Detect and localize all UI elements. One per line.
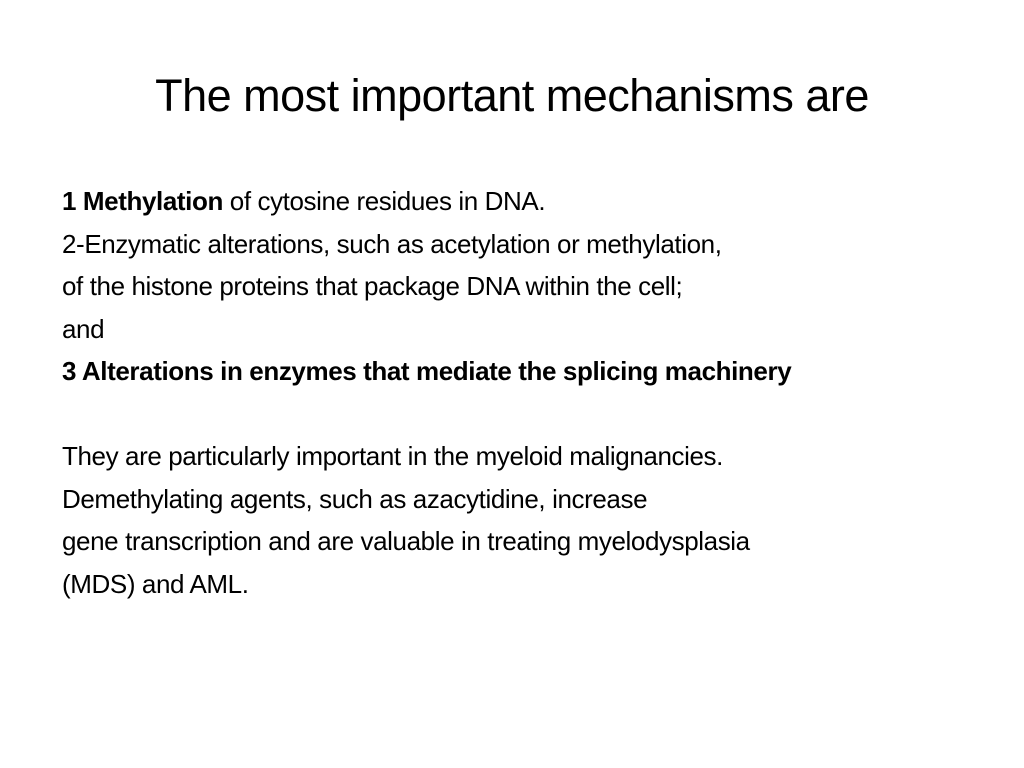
point-1-text: of cytosine residues in DNA. (222, 186, 546, 216)
and-connector: and (62, 313, 105, 344)
point-1-heading: 1 Methylation (62, 186, 223, 216)
paragraph-line-3: gene transcription and are valuable in treating myelodysplasia (62, 526, 750, 556)
point-1 (62, 180, 1002, 223)
slide-title: The most important mechanisms are (155, 70, 869, 121)
point-3: 3 Alterations in enzymes that mediate the splicing machinery (62, 356, 792, 386)
slide-body (62, 180, 1002, 605)
paragraph-line-1: They are particularly important in the myeloid malignancies. (62, 441, 723, 471)
paragraph-line-2: Demethylating agents, such as azacytidine, increase (62, 483, 648, 514)
point-2-line-1: 2-Enzymatic alterations, such as acetylation or methylation, (62, 228, 722, 259)
blank-spacer (62, 393, 1002, 436)
point-2-line-2: of the histone proteins that package DNA within the cell; (62, 271, 683, 301)
paragraph-line-4: (MDS) and AML. (62, 568, 249, 599)
